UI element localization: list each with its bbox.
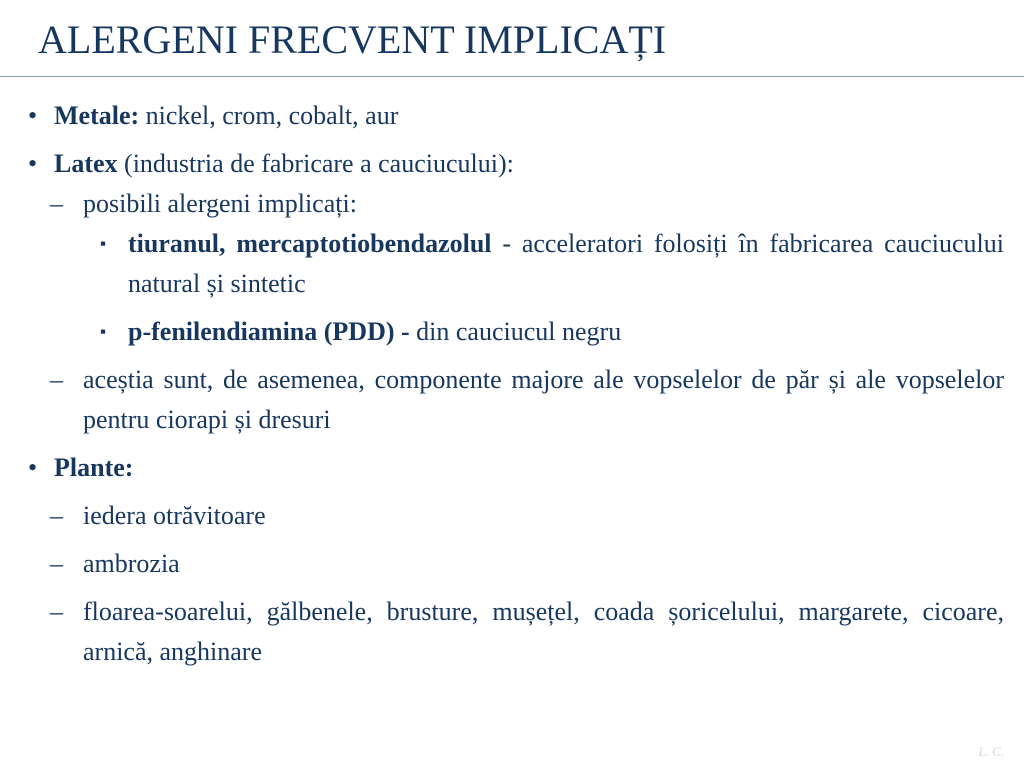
- dash-marker: –: [50, 597, 63, 626]
- plante-item: [0, 496, 1024, 536]
- metale-text: nickel, crom, cobalt, aur: [139, 101, 399, 130]
- dash-marker: –: [50, 365, 63, 394]
- latex-sub1-text: posibili alergeni implicați:: [83, 189, 357, 218]
- bullet-plante: [0, 448, 1024, 488]
- item2-text: din cauciucul negru: [409, 317, 622, 346]
- bullet-latex: [0, 144, 1024, 184]
- plante-item-text: floarea-soarelui, gălbenele, brusture, mușețel, coada șoricelului, margarete, cicoare, arnică, anghinare: [83, 597, 1004, 666]
- dash-marker: –: [50, 501, 63, 530]
- plante-item-text: iedera otrăvitoare: [83, 501, 266, 530]
- item1-text: - acceleratori folosiți în fabricarea cauciucului natural și sintetic: [128, 229, 1004, 298]
- plante-label: Plante:: [54, 453, 134, 482]
- metale-label: Metale:: [54, 101, 140, 130]
- slide-title: ALERGENI FRECVENT IMPLICAȚI: [38, 17, 667, 62]
- plante-item-text: ambrozia: [83, 549, 180, 578]
- slide-content: [0, 96, 1024, 672]
- footer-initials: L. C.: [978, 744, 1004, 759]
- plante-item: [0, 592, 1024, 672]
- latex-sub-allergens: [0, 184, 1024, 224]
- latex-text: (industria de fabricare a cauciucului):: [117, 149, 514, 178]
- latex-item-tiuranul: [0, 224, 1024, 304]
- bullet-metale: [0, 96, 1024, 136]
- square-marker: ▪: [100, 322, 107, 341]
- bullet-marker: •: [28, 453, 38, 482]
- latex-label: Latex: [54, 149, 118, 178]
- square-marker: ▪: [100, 234, 107, 253]
- item2-bold: p-fenilendiamina (PDD) -: [128, 317, 410, 346]
- latex-sub-components: [0, 360, 1024, 440]
- dash-marker: –: [50, 189, 63, 218]
- bullet-marker: •: [28, 101, 38, 130]
- item1-bold: tiuranul, mercaptotiobendazolul: [128, 229, 492, 258]
- title-divider: [0, 76, 1024, 77]
- latex-sub2-text: aceștia sunt, de asemenea, componente majore ale vopselelor de păr și ale vopselelor pentru ciorapi și dresuri: [83, 365, 1004, 434]
- bullet-marker: •: [28, 149, 38, 178]
- latex-item-pdd: [0, 312, 1024, 352]
- dash-marker: –: [50, 549, 63, 578]
- plante-item: [0, 544, 1024, 584]
